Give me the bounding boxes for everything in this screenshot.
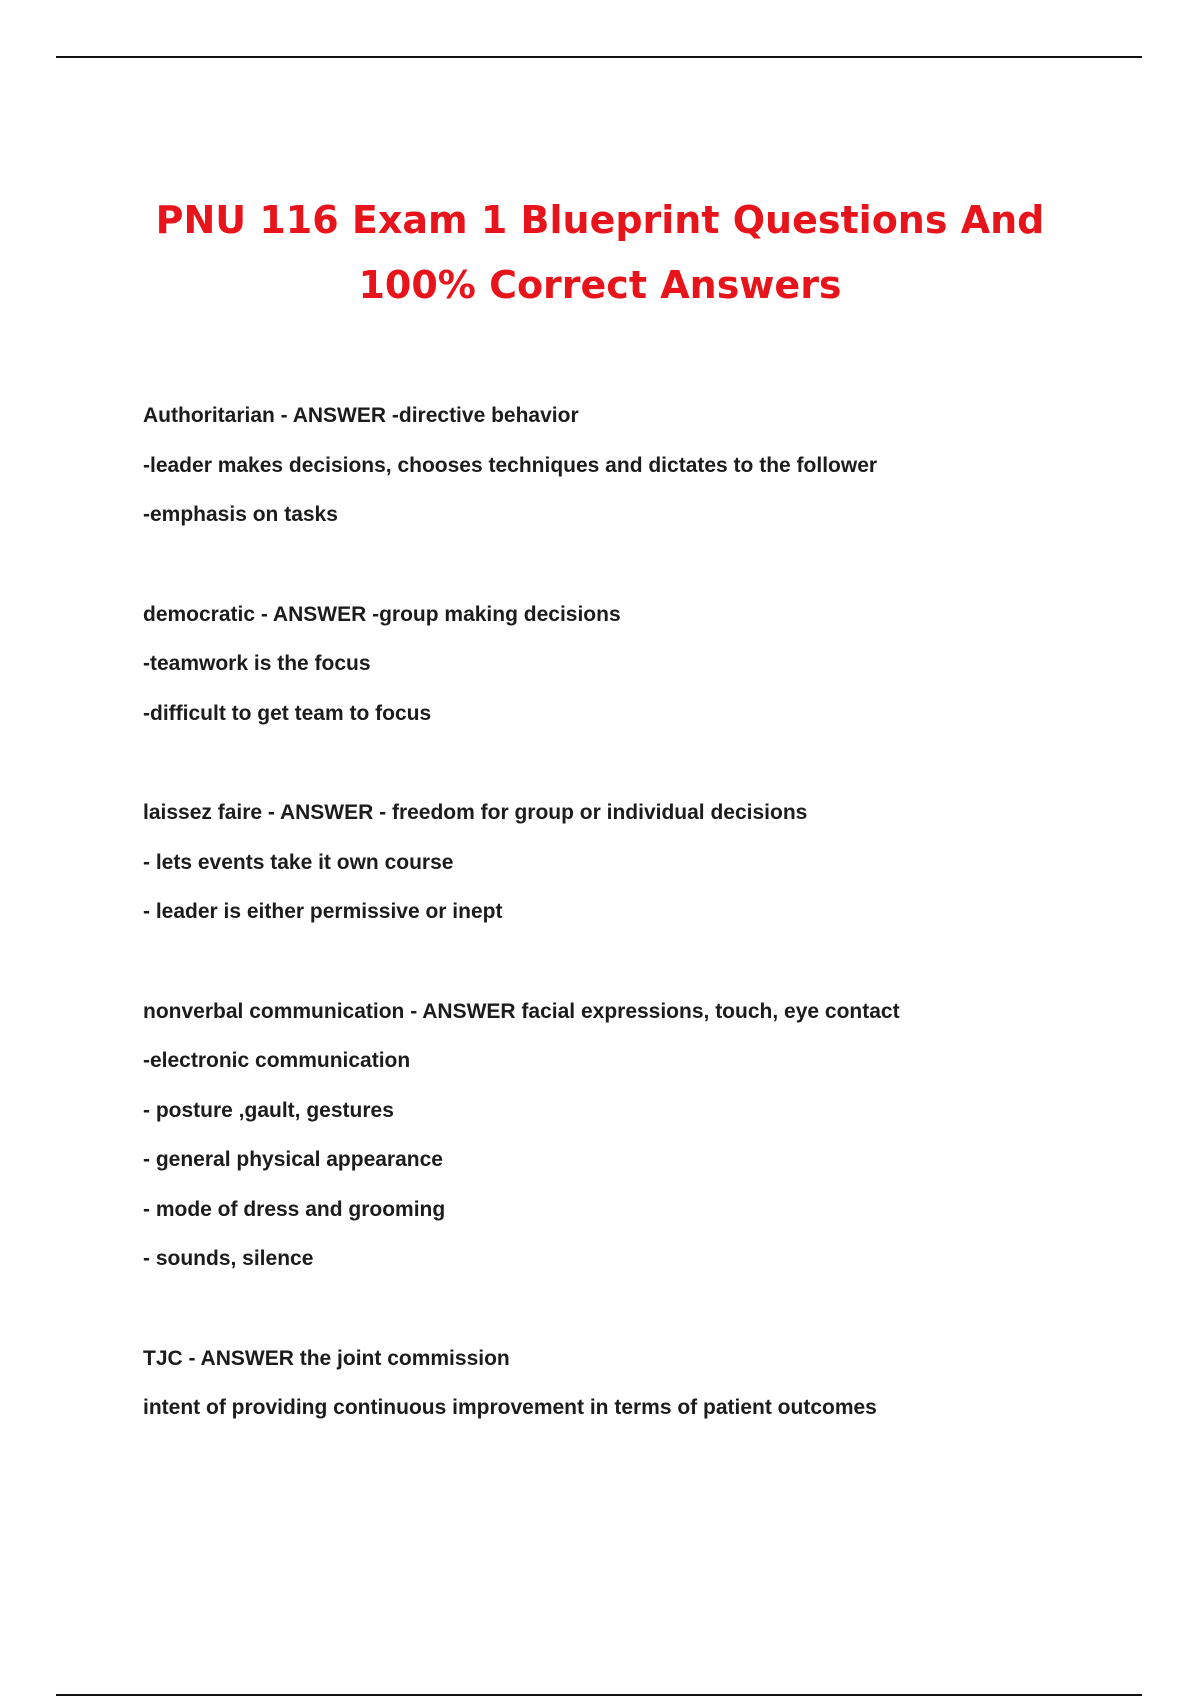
entry-line: - general physical appearance	[143, 1148, 443, 1171]
entry-line: -teamwork is the focus	[143, 652, 371, 675]
qa-entry-authoritarian	[143, 391, 1143, 540]
qa-entry-democratic	[143, 590, 1143, 739]
entry-line: - mode of dress and grooming	[143, 1197, 446, 1221]
entry-line: - leader is either permissive or inept	[143, 900, 503, 923]
document-title	[100, 188, 1100, 318]
entry-line: - sounds, silence	[143, 1247, 314, 1270]
qa-list	[143, 391, 1143, 1483]
qa-entry-tjc	[143, 1334, 1143, 1433]
entry-line: democratic - ANSWER -group making decisions	[143, 602, 621, 626]
top-rule	[56, 56, 1142, 58]
entry-line: TJC - ANSWER the joint commission	[143, 1346, 510, 1370]
entry-line: intent of providing continuous improvement in terms of patient outcomes	[143, 1396, 877, 1419]
entry-line: -emphasis on tasks	[143, 503, 338, 526]
qa-entry-laissez-faire	[143, 788, 1143, 937]
entry-line: - posture ,gault, gestures	[143, 1098, 394, 1122]
entry-line: Authoritarian - ANSWER -directive behavior	[143, 404, 579, 427]
entry-line: -difficult to get team to focus	[143, 701, 432, 725]
bottom-rule	[56, 1694, 1142, 1696]
entry-line: -leader makes decisions, chooses techniques and dictates to the follower	[143, 453, 878, 477]
title-line-2: 100% Correct Answers	[358, 263, 842, 307]
entry-line: - lets events take it own course	[143, 850, 454, 874]
title-line-1: PNU 116 Exam 1 Blueprint Questions And	[155, 198, 1045, 242]
qa-entry-nonverbal-communication	[143, 987, 1143, 1284]
entry-line: laissez faire - ANSWER - freedom for group or individual decisions	[143, 801, 808, 824]
entry-line: -electronic communication	[143, 1049, 411, 1072]
entry-line: nonverbal communication - ANSWER facial expressions, touch, eye contact	[143, 999, 900, 1023]
